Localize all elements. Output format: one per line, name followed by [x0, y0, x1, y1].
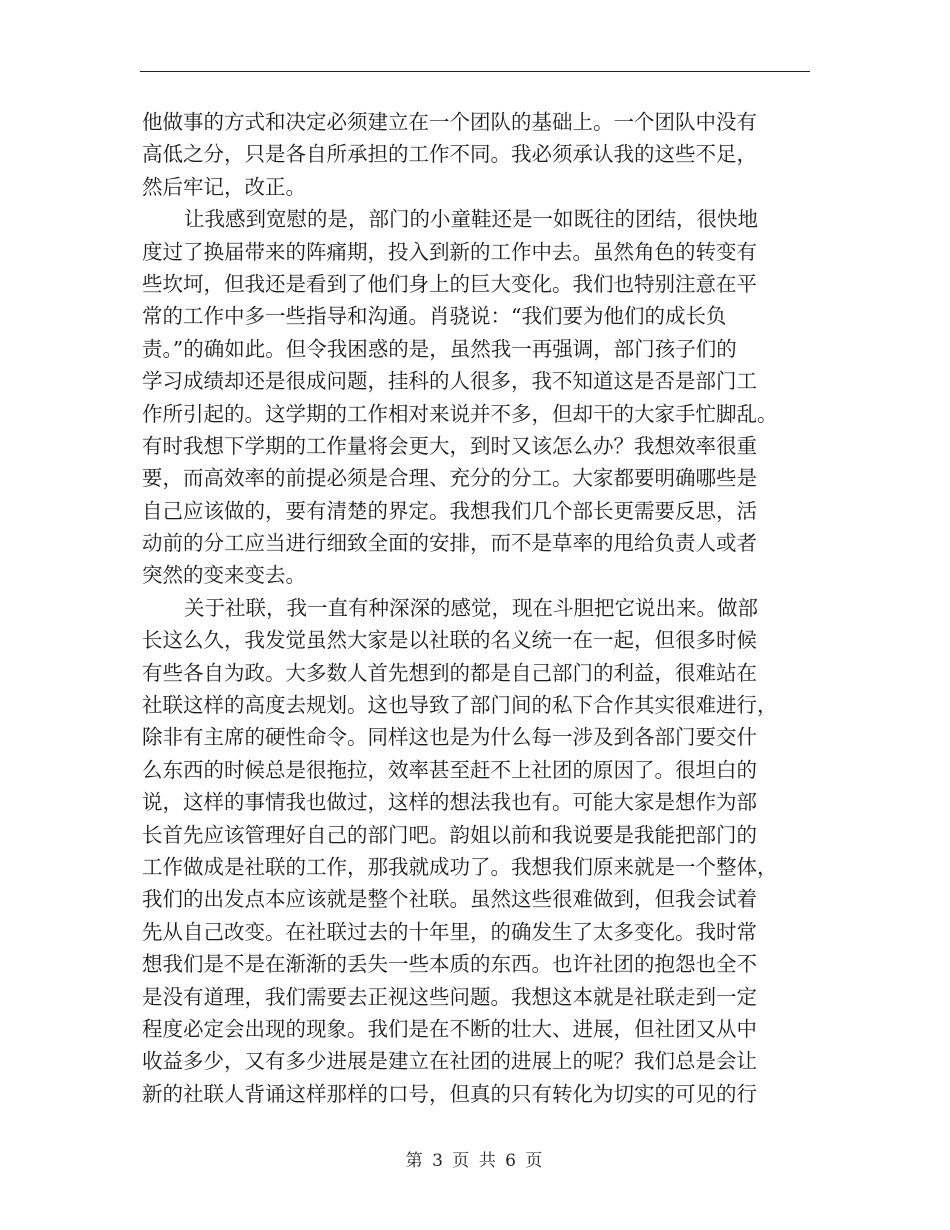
text-line: 然后牢记，改正。 [142, 174, 306, 199]
text-line: 先从自己改变。在社联过去的十年里，的确发生了太多变化。我时常 [142, 919, 757, 944]
text-line: 度过了换届带来的阵痛期，投入到新的工作中去。虽然角色的转变有 [142, 239, 757, 264]
text-line: 他做事的方式和决定必须建立在一个团队的基础上。一个团队中没有 [142, 110, 757, 134]
text-line: 说，这样的事情我也做过，这样的想法我也有。可能大家是想作为部 [142, 790, 757, 815]
text-line: 么东西的时候总是很拖拉，效率甚至赶不上社团的原因了。很坦白的 [142, 757, 757, 782]
text-line: 常的工作中多一些指导和沟通。肖骁说：“我们要为他们的成长负 [142, 304, 727, 329]
page-footer: 第 3 页 共 6 页 [405, 1151, 545, 1171]
text-line: 是没有道理，我们需要去正视这些问题。我想这本就是社联走到一定 [142, 984, 757, 1009]
text-line: 有时我想下学期的工作量将会更大，到时又该怎么办？我想效率很重 [142, 433, 757, 458]
text-line: 长这么久，我发觉虽然大家是以社联的名义统一在一起，但很多时候 [142, 628, 757, 653]
text-line: 程度必定会出现的现象。我们是在不断的壮大、进展，但社团又从中 [142, 1016, 757, 1041]
text-line: 新的社联人背诵这样那样的口号，但真的只有转化为切实的可见的行 [142, 1081, 757, 1106]
text-line: 要，而高效率的前提必须是合理、充分的分工。大家都要明确哪些是 [142, 466, 757, 491]
document-body [142, 106, 808, 1110]
text-line: 自己应该做的，要有清楚的界定。我想我们几个部长更需要反思，活 [142, 498, 757, 523]
text-line: 关于社联，我一直有种深深的感觉，现在斗胆把它说出来。做部 [184, 595, 758, 620]
header-rule [140, 71, 810, 72]
text-line: 动前的分工应当进行细致全面的安排，而不是草率的甩给负责人或者 [142, 531, 757, 556]
text-line: 我们的出发点本应该就是整个社联。虽然这些很难做到，但我会试着 [142, 887, 757, 912]
text-line: 想我们是不是在渐渐的丢失一些本质的东西。也许社团的抱怨也全不 [142, 952, 757, 977]
text-line: 作所引起的。这学期的工作相对来说并不多，但却干的大家手忙脚乱。 [142, 401, 778, 426]
text-line: 学习成绩却还是很成问题，挂科的人很多，我不知道这是否是部门工 [142, 369, 757, 394]
text-line: 突然的变来变去。 [142, 563, 306, 588]
text-line: 让我感到宽慰的是，部门的小童鞋还是一如既往的团结，很快地 [184, 207, 758, 232]
text-line: 责。”的确如此。但令我困惑的是，虽然我一再强调，部门孩子们的 [142, 336, 737, 361]
text-line: 长首先应该管理好自己的部门吧。韵姐以前和我说要是我能把部门的 [142, 822, 757, 847]
text-line: 收益多少，又有多少进展是建立在社团的进展上的呢？我们总是会让 [142, 1049, 757, 1074]
text-line: 工作做成是社联的工作，那我就成功了。我想我们原来就是一个整体， [142, 854, 778, 879]
text-line: 有些各自为政。大多数人首先想到的都是自己部门的利益，很难站在 [142, 660, 757, 685]
text-line: 除非有主席的硬性命令。同样这也是为什么每一涉及到各部门要交什 [142, 725, 757, 750]
text-line: 高低之分，只是各自所承担的工作不同。我必须承认我的这些不足， [142, 142, 757, 167]
text-line: 社联这样的高度去规划。这也导致了部门间的私下合作其实很难进行， [142, 693, 778, 718]
text-line: 些坎坷，但我还是看到了他们身上的巨大变化。我们也特别注意在平 [142, 271, 757, 296]
